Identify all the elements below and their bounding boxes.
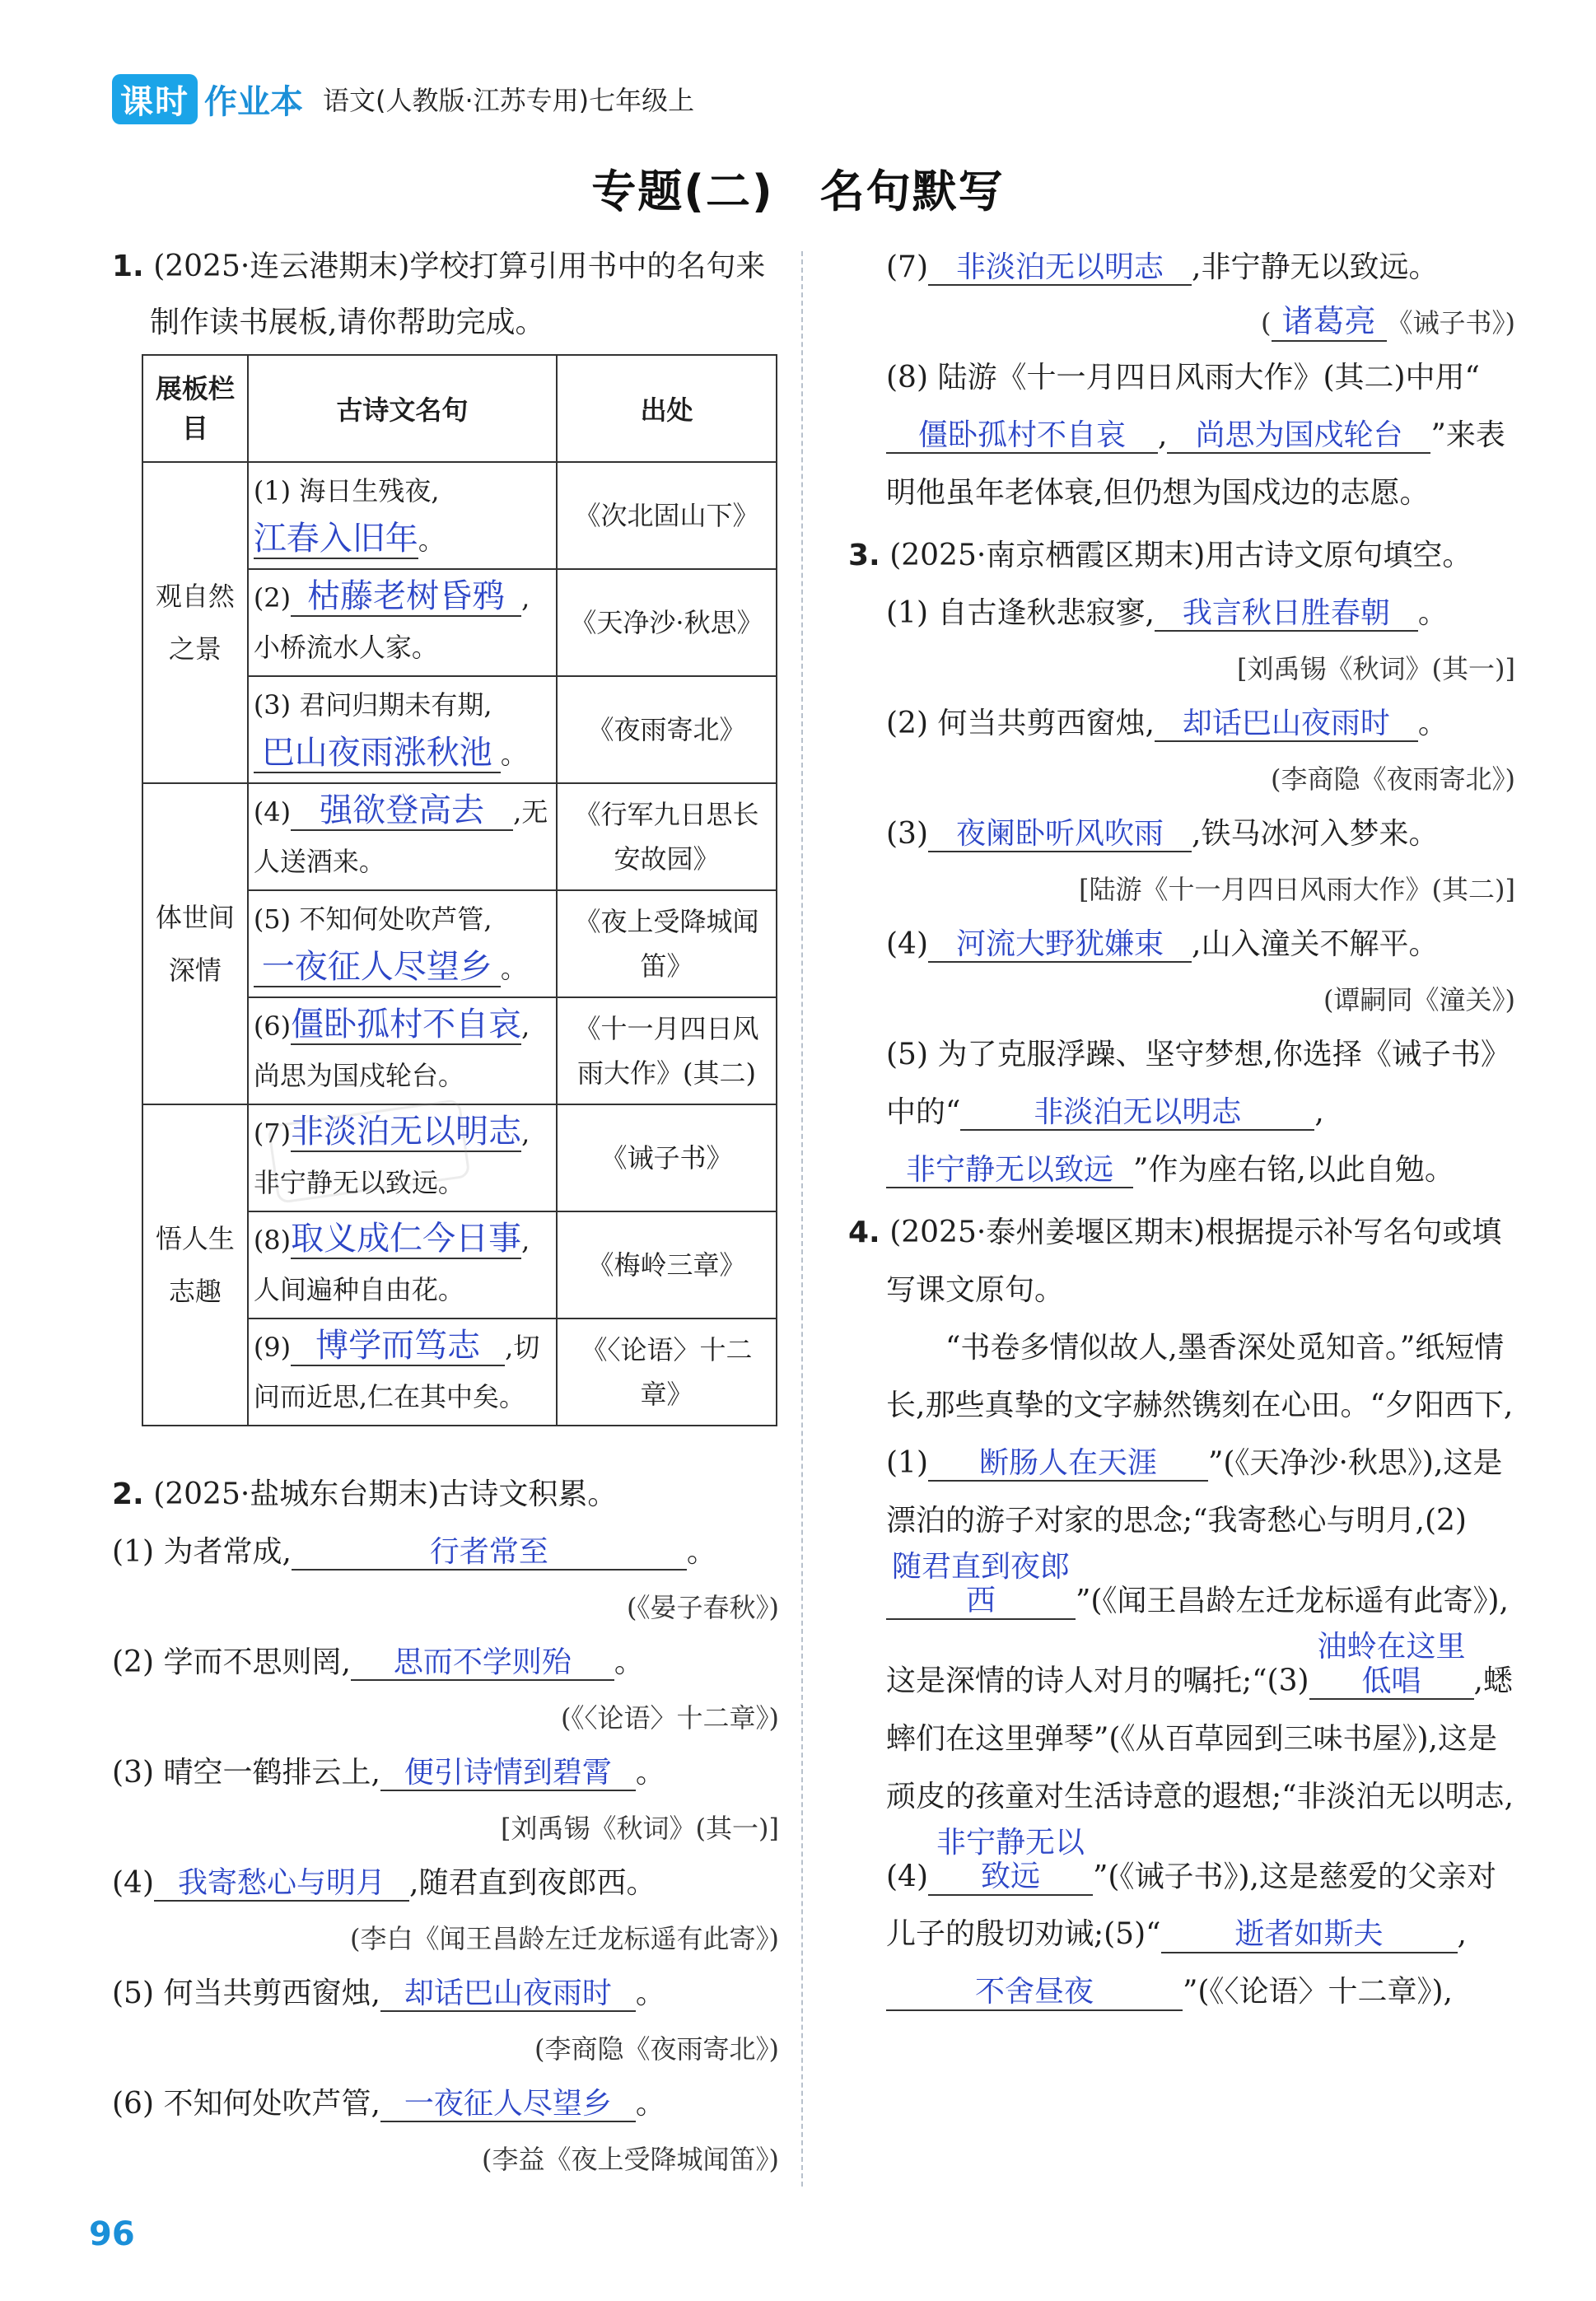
- answer-blank[interactable]: 取义成仁今日事: [291, 1220, 522, 1258]
- question-number: 3.: [848, 539, 880, 572]
- answer-blank[interactable]: 僵卧孤村不自哀: [291, 1006, 522, 1043]
- source-cell: 《诫子书》: [557, 1104, 777, 1211]
- poem-cell: (2) 枯藤老树昏鸦 ,小桥流水人家。: [248, 569, 557, 676]
- answer-blank[interactable]: 逝者如斯夫: [1161, 1917, 1458, 1953]
- answer-blank[interactable]: 一夜征人尽望乡: [380, 2087, 636, 2122]
- fill-item: (4) 河流大野犹嫌束 ,山入潼关不解平。: [848, 916, 1515, 973]
- source-note: (《〈论语〉十二章》): [561, 1702, 779, 1734]
- question-number: 1.: [112, 250, 144, 283]
- source-note: [刘禹锡《秋词》(其一)]: [1237, 653, 1515, 684]
- source-note: (李商隐《夜雨寄北》): [1271, 763, 1515, 795]
- source-note: (《晏子春秋》): [627, 1592, 779, 1623]
- answer-blank[interactable]: 强欲登高去: [291, 791, 513, 831]
- subject-label: 语文(人教版·江苏专用)七年级上: [323, 85, 695, 116]
- source-note: [刘禹锡《秋词》(其一)]: [501, 1813, 779, 1844]
- answer-blank[interactable]: 思而不学则殆: [351, 1645, 614, 1681]
- table-row: [142, 783, 777, 890]
- answer-blank[interactable]: 枯藤老树昏鸦: [291, 577, 521, 617]
- category-cell: 观自然之景: [142, 462, 248, 783]
- question-1: [112, 239, 779, 351]
- page-header: [0, 0, 1596, 124]
- answer-blank[interactable]: 尚思为国戍轮台: [1167, 418, 1430, 454]
- answer-blank[interactable]: 博学而笃志: [291, 1327, 505, 1366]
- source-note: [陆游《十一月四日风雨大作》(其二)]: [1079, 874, 1515, 905]
- answer-blank[interactable]: 行者常至: [292, 1535, 687, 1571]
- poem-cell: (3) 君问归期未有期,巴山夜雨涨秋池 。: [248, 676, 557, 783]
- answer-blank[interactable]: 诸葛亮: [1272, 304, 1387, 342]
- answer-blank[interactable]: 江春入旧年: [253, 520, 418, 558]
- question-intro: (2025·南京栖霞区期末)用古诗文原句填空。: [889, 539, 1472, 572]
- poem-cell: (4) 强欲登高去 ,无人送酒来。: [248, 783, 557, 890]
- source-cell: 《十一月四日风雨大作》(其二): [557, 997, 777, 1104]
- question-intro: (2025·盐城东台期末)古诗文积累。: [153, 1477, 618, 1511]
- source-note: ( 诸葛亮 《诫子书》): [848, 296, 1515, 349]
- table-header: 古诗文名句: [248, 355, 557, 462]
- page-number: 96: [89, 2215, 135, 2253]
- poem-cell: (8)取义成仁今日事,人间遍种自由花。: [248, 1211, 557, 1319]
- fill-item: (3) 夜阑卧听风吹雨 ,铁马冰河入梦来。: [848, 805, 1515, 863]
- answer-blank[interactable]: 便引诗情到碧霄: [380, 1756, 636, 1791]
- question-intro: (2025·泰州姜堰区期末)根据提示补写名句或填写课文原句。: [886, 1216, 1502, 1307]
- source-note: (李商隐《夜雨寄北》): [534, 2033, 779, 2065]
- fill-item: (3) 晴空一鹤排云上, 便引诗情到碧霄 。: [112, 1744, 779, 1802]
- answer-blank[interactable]: 非淡泊无以明志: [960, 1095, 1314, 1131]
- column-divider: [801, 251, 803, 2187]
- source-note: (谭嗣同《潼关》): [1323, 984, 1515, 1015]
- page-title: 专题(二) 名句默写: [591, 166, 1005, 217]
- question-intro: (2025·连云港期末)学校打算引用书中的名句来制作读书展板,请你帮助完成。: [150, 250, 766, 339]
- answer-blank[interactable]: 河流大野犹嫌束: [928, 927, 1192, 963]
- answer-blank[interactable]: 我言秋日胜春朝: [1155, 596, 1418, 632]
- right-column: [848, 239, 1515, 2021]
- answer-blank[interactable]: 非宁静无以致远: [886, 1153, 1133, 1188]
- source-cell: 《夜上受降城闻笛》: [557, 890, 777, 997]
- source-cell: 《梅岭三章》: [557, 1211, 777, 1319]
- fill-item: (2) 学而不思则罔, 思而不学则殆 。: [112, 1634, 779, 1692]
- source-note: (李益《夜上受降城闻笛》): [482, 2144, 779, 2175]
- answer-blank[interactable]: 僵卧孤村不自哀: [886, 418, 1158, 454]
- passage: “书卷多情似故人,墨香深处觅知音。”纸短情长,那些真挚的文字赫然镌刻在心田。“夕阳西下,(1) 断肠人在天涯 ”(《天净沙·秋思》),这是漂泊的游子对家的思念;“我寄愁心与明月,(2)随君直到夜郎西 ”(《闻王昌龄左迁龙标遥有此寄》),这是深情的诗人对月的嘱托;“(3)油蛉在这里低唱 ,蟋蟀们在这里弹琴”(《从百草园到三味书屋》),这是顽皮的孩童对生活诗意的遐想;“非淡泊无以明志,(4)非宁静无以致远 ”(《诫子书》),这是慈爱的父亲对儿子的殷切劝诫;(5)“ 逝者如斯夫 ,不舍昼夜 ”(《〈论语〉十二章》),: [848, 1319, 1515, 2021]
- poem-cell: (7)非淡泊无以明志,非宁静无以致远。: [248, 1104, 557, 1211]
- fill-item: (2) 何当共剪西窗烛, 却话巴山夜雨时 。: [848, 695, 1515, 753]
- brand-name: 作业本: [204, 82, 303, 121]
- answer-blank[interactable]: 一夜征人尽望乡: [254, 948, 501, 987]
- brand-logo: [112, 76, 694, 122]
- source-cell: 《夜雨寄北》: [557, 676, 777, 783]
- table-header: 展板栏目: [142, 355, 248, 462]
- fill-item: (6) 不知何处吹芦管, 一夜征人尽望乡 。: [112, 2075, 779, 2133]
- table-header: 出处: [557, 355, 777, 462]
- answer-blank[interactable]: 断肠人在天涯: [928, 1446, 1208, 1482]
- answer-blank[interactable]: 不舍昼夜: [886, 1975, 1183, 2010]
- fill-item: (5) 为了克服浮躁、坚守梦想,你选择《诫子书》中的“ 非淡泊无以明志 ,非宁静无以致远 ”作为座右铭,以此自勉。: [848, 1026, 1515, 1199]
- fill-item: (1) 为者常成, 行者常至 。: [112, 1524, 779, 1581]
- category-cell: 悟人生志趣: [142, 1104, 248, 1426]
- question-4: [848, 1204, 1515, 1319]
- question-number: 4.: [848, 1216, 880, 1249]
- answer-blank[interactable]: 非淡泊无以明志: [928, 250, 1192, 286]
- fill-item: (8) 陆游《十一月四日风雨大作》(其二)中用“僵卧孤村不自哀 , 尚思为国戍轮台 ”来表明他虽年老体衰,但仍想为国戍边的志愿。: [886, 361, 1505, 510]
- fill-item: (4) 我寄愁心与明月 ,随君直到夜郎西。: [112, 1855, 779, 1912]
- fill-item: (5) 何当共剪西窗烛, 却话巴山夜雨时 。: [112, 1965, 779, 2023]
- question-3: [848, 527, 1515, 585]
- poem-cell: (9) 博学而笃志 ,切问而近思,仁在其中矣。: [248, 1319, 557, 1426]
- answer-blank[interactable]: 非淡泊无以明志: [291, 1113, 522, 1150]
- poem-cell: (5) 不知何处吹芦管,一夜征人尽望乡 。: [248, 890, 557, 997]
- reading-board-table: [142, 354, 777, 1426]
- category-cell: 体世间深情: [142, 783, 248, 1104]
- brand-mark: 课时: [112, 74, 198, 124]
- source-cell: 《行军九日思长安故园》: [557, 783, 777, 890]
- answer-blank[interactable]: 巴山夜雨涨秋池: [254, 734, 501, 773]
- answer-blank[interactable]: 油蛉在这里低唱: [1309, 1630, 1474, 1700]
- answer-blank[interactable]: 随君直到夜郎西: [886, 1550, 1076, 1620]
- answer-blank[interactable]: 夜阑卧听风吹雨: [928, 817, 1192, 852]
- poem-cell: (1) 海日生残夜,江春入旧年。: [248, 462, 557, 569]
- question-2: [112, 1466, 779, 2186]
- fill-item: (7) 非淡泊无以明志 ,非宁静无以致远。: [848, 239, 1515, 296]
- answer-blank[interactable]: 非宁静无以致远: [928, 1826, 1093, 1896]
- source-cell: 《天净沙·秋思》: [557, 569, 777, 676]
- fill-item: (1) 自古逢秋悲寂寥, 我言秋日胜春朝 。: [848, 585, 1515, 642]
- poem-cell: (6)僵卧孤村不自哀,尚思为国戍轮台。: [248, 997, 557, 1104]
- source-note: (李白《闻王昌龄左迁龙标遥有此寄》): [350, 1923, 779, 1954]
- table-header-row: [142, 355, 777, 462]
- table-row: [142, 462, 777, 569]
- answer-blank[interactable]: 却话巴山夜雨时: [1155, 707, 1418, 742]
- question-number: 2.: [112, 1477, 144, 1511]
- source-cell: 《次北固山下》: [557, 462, 777, 569]
- answer-blank[interactable]: 我寄愁心与明月: [154, 1866, 409, 1902]
- source-cell: 《〈论语〉十二章》: [557, 1319, 777, 1426]
- answer-blank[interactable]: 却话巴山夜雨时: [380, 1977, 636, 2012]
